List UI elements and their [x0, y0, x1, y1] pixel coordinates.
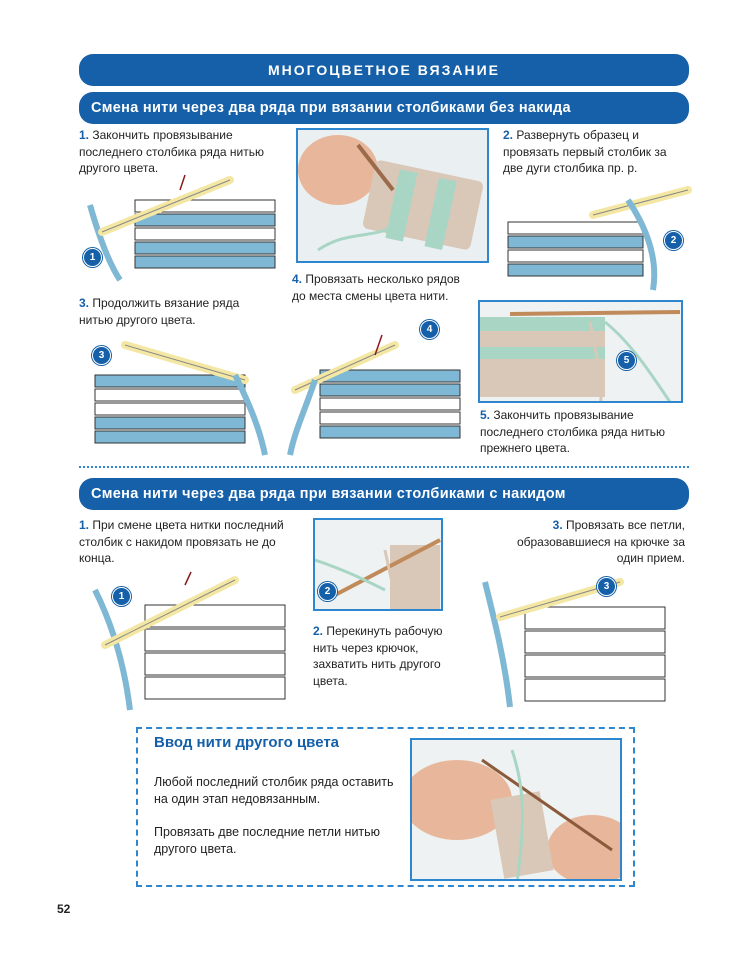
- s1-step3-text: 3. Продолжить вязание ряда нитью другого цвета.: [79, 296, 240, 327]
- info-box-photo: [410, 738, 622, 881]
- crochet-swatch-image: [298, 130, 489, 263]
- s1-step4-text: 4. Провязать несколько рядов до места смены цвета нити.: [292, 272, 460, 303]
- info-box-para2: Провязать две последние петли нитью другого цвета.: [154, 825, 381, 856]
- badge-3: 3: [92, 346, 111, 365]
- badge-5: 5: [617, 351, 636, 370]
- badge-s2-1: 1: [112, 587, 131, 606]
- s1-step1-diagram: [80, 170, 280, 285]
- page-title: МНОГОЦВЕТНОЕ ВЯЗАНИЕ: [268, 62, 500, 78]
- page-title-banner: [79, 54, 689, 86]
- section2-banner: [79, 478, 689, 510]
- badge-1: 1: [83, 248, 102, 267]
- s2-step3-diagram: [480, 572, 670, 712]
- s2-step3-text: 3. Провязать все петли, образовавшиеся на крючке за один прием.: [516, 518, 685, 565]
- s2-step1-text: 1. При смене цвета нитки последний столбик с накидом провязать не до конца.: [79, 518, 284, 565]
- section1-title: Смена нити через два ряда при вязании столбиками без накида: [91, 100, 571, 116]
- section-divider: [79, 466, 689, 468]
- s1-step1-text: 1. Закончить провязывание последнего столбика ряда нитью другого цвета.: [79, 128, 265, 175]
- badge-s2-2: 2: [318, 582, 337, 601]
- page-number: 52: [57, 902, 71, 916]
- s1-step5-photo: [478, 300, 683, 403]
- s1-step4-photo: [296, 128, 489, 263]
- crochet-swatch-image: [480, 302, 683, 403]
- badge-s2-3: 3: [597, 577, 616, 596]
- hands-crochet-image: [412, 740, 622, 881]
- section2-title: Смена нити через два ряда при вязании столбиками с накидом: [91, 486, 566, 502]
- info-box-title: Ввод нити другого цвета: [154, 734, 340, 751]
- s1-step3-diagram: [95, 335, 270, 455]
- s1-step2-text: 2. Развернуть образец и провязать первый столбик за две дуги столбика пр. р.: [503, 128, 667, 175]
- section1-banner: [79, 92, 689, 124]
- s1-step5-text: 5. Закончить провязывание последнего столбика ряда нитью прежнего цвета.: [480, 408, 666, 455]
- s2-step2-text: 2. Перекинуть рабочую нить через крючок, захватить нить другого цвета.: [313, 624, 443, 688]
- badge-2: 2: [664, 231, 683, 250]
- s1-step4-diagram: [285, 330, 465, 455]
- s1-step2-diagram: [508, 180, 688, 295]
- badge-4: 4: [420, 320, 439, 339]
- info-box-para1: Любой последний столбик ряда оставить на один этап недовязанным.: [154, 775, 394, 806]
